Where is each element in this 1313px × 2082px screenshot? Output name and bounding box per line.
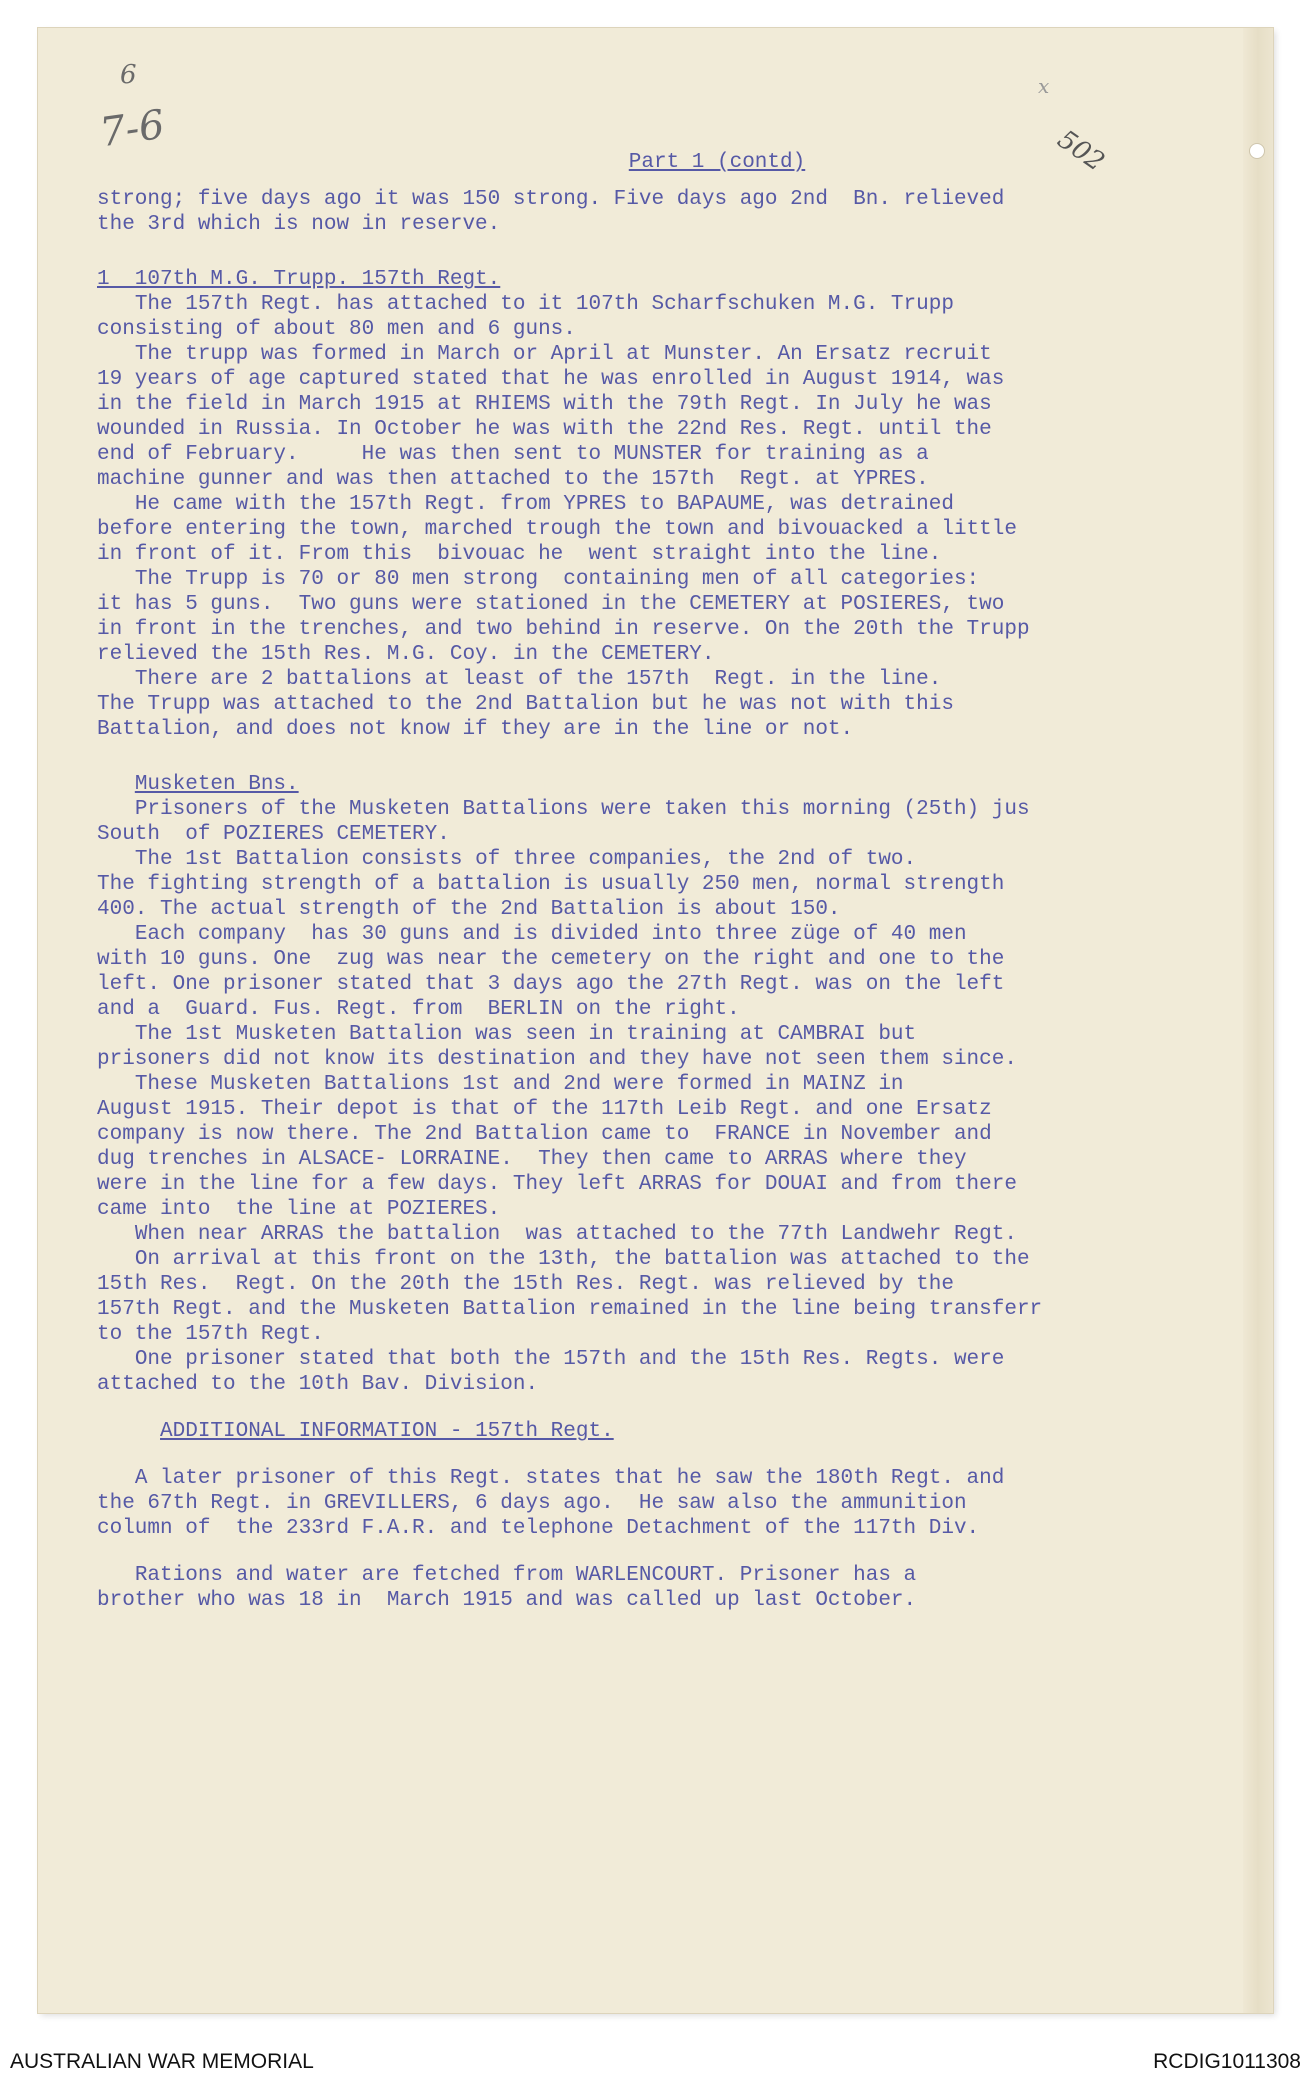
- paragraph: Prisoners of the Musketen Battalions were taken this morning (25th) jus South of POZIERES CEMETERY.: [97, 798, 1030, 846]
- intro-paragraph: strong; five days ago it was 150 strong. Five days ago 2nd Bn. relieved the 3rd which is now in reserve.: [97, 188, 1005, 236]
- section-title-text: Musketen Bns.: [134, 773, 299, 796]
- document-body: [97, 150, 1227, 1613]
- paragraph: The trupp was formed in March or April at Munster. An Ersatz recruit 19 years of age captured stated that he was enrolled in August 1914, was in the field in March 1915 at RHIEMS with the 79th Regt. In July he was wounded in Russia. In October he was with the 22nd Res. Regt. until the end of February. He was then sent to MUNSTER for training as a machine gunner and was then attached to the 157th Regt. at YPRES.: [97, 343, 1005, 491]
- paragraph: He came with the 157th Regt. from YPRES to BAPAUME, was detrained before entering the town, marched trough the town and bivouacked a little in front of it. From this bivouac he went straight into the line.: [97, 493, 1017, 566]
- section-title: [97, 267, 1227, 292]
- paragraph: Each company has 30 guns and is divided into three züge of 40 men with 10 guns. One zug was near the cemetery on the right and one to the left. One prisoner stated that 3 days ago the 27th Regt. was on the left and a Guard. Fus. Regt. from BERLIN on the right.: [97, 923, 1005, 1021]
- page-number: 502: [1051, 124, 1110, 178]
- handwritten-note: 6: [120, 60, 137, 90]
- section-title: [97, 772, 1227, 797]
- paragraph: Rations and water are fetched from WARLENCOURT. Prisoner has a brother who was 18 in March 1915 and was called up last October.: [97, 1564, 917, 1612]
- footer-source: AUSTRALIAN WAR MEMORIAL: [10, 2050, 314, 2073]
- section-title-text: ADDITIONAL INFORMATION - 157th Regt.: [160, 1420, 614, 1443]
- footer-id: RCDIG1011308: [1153, 2050, 1301, 2073]
- punch-hole: [1249, 143, 1265, 159]
- paragraph: The 157th Regt. has attached to it 107th Scharfschuken M.G. Trupp consisting of about 80 men and 6 guns.: [97, 293, 954, 341]
- paragraph: A later prisoner of this Regt. states that he saw the 180th Regt. and the 67th Regt. in GREVILLERS, 6 days ago. He saw also the ammunition column of the 233rd F.A.R. and telephone Detachment of the 117th Div.: [97, 1467, 1005, 1540]
- paragraph: One prisoner stated that both the 157th and the 15th Res. Regts. were attached to the 10th Bav. Division.: [97, 1348, 1005, 1396]
- paragraph: On arrival at this front on the 13th, the battalion was attached to the 15th Res. Regt. On the 20th the 15th Res. Regt. was relieved by the 157th Regt. and the Musketen Battalion remained in the line being transferr to the 157th Regt.: [97, 1248, 1043, 1346]
- paper-edge: [1243, 28, 1273, 2013]
- paragraph: The 1st Battalion consists of three companies, the 2nd of two. The fighting strength of a battalion is usually 250 men, normal strength 400. The actual strength of the 2nd Battalion is about 150.: [97, 848, 1005, 921]
- paragraph: The Trupp is 70 or 80 men strong containing men of all categories: it has 5 guns. Two guns were stationed in the CEMETERY at POSIERES, two in front in the trenches, and two behind in reserve. On the 20th the Trupp relieved the 15th Res. M.G. Coy. in the CEMETERY.: [97, 568, 1030, 666]
- paragraph: The 1st Musketen Battalion was seen in training at CAMBRAI but prisoners did not know its destination and they have not seen them since.: [97, 1023, 1017, 1071]
- paragraph: These Musketen Battalions 1st and 2nd were formed in MAINZ in August 1915. Their depot is that of the 117th Leib Regt. and one Ersatz company is now there. The 2nd Battalion came to FRANCE in November and dug trenches in ALSACE- LORRAINE. They then came to ARRAS where they were in the line for a few days. They left ARRAS for DOUAI and from there came into the line at POZIERES.: [97, 1073, 1017, 1221]
- section-title-text: 1 107th M.G. Trupp. 157th Regt.: [97, 268, 501, 291]
- paragraph: When near ARRAS the battalion was attached to the 77th Landwehr Regt.: [97, 1223, 1017, 1246]
- handwritten-note: 7-6: [97, 101, 168, 157]
- paragraph: There are 2 battalions at least of the 157th Regt. in the line. The Trupp was attached to the 2nd Battalion but he was not with this Battalion, and does not know if they are in the line or not.: [97, 668, 954, 741]
- page-heading: Part 1 (contd): [628, 151, 806, 174]
- section-title: [97, 1419, 1227, 1444]
- handwritten-mark: x: [1038, 74, 1050, 98]
